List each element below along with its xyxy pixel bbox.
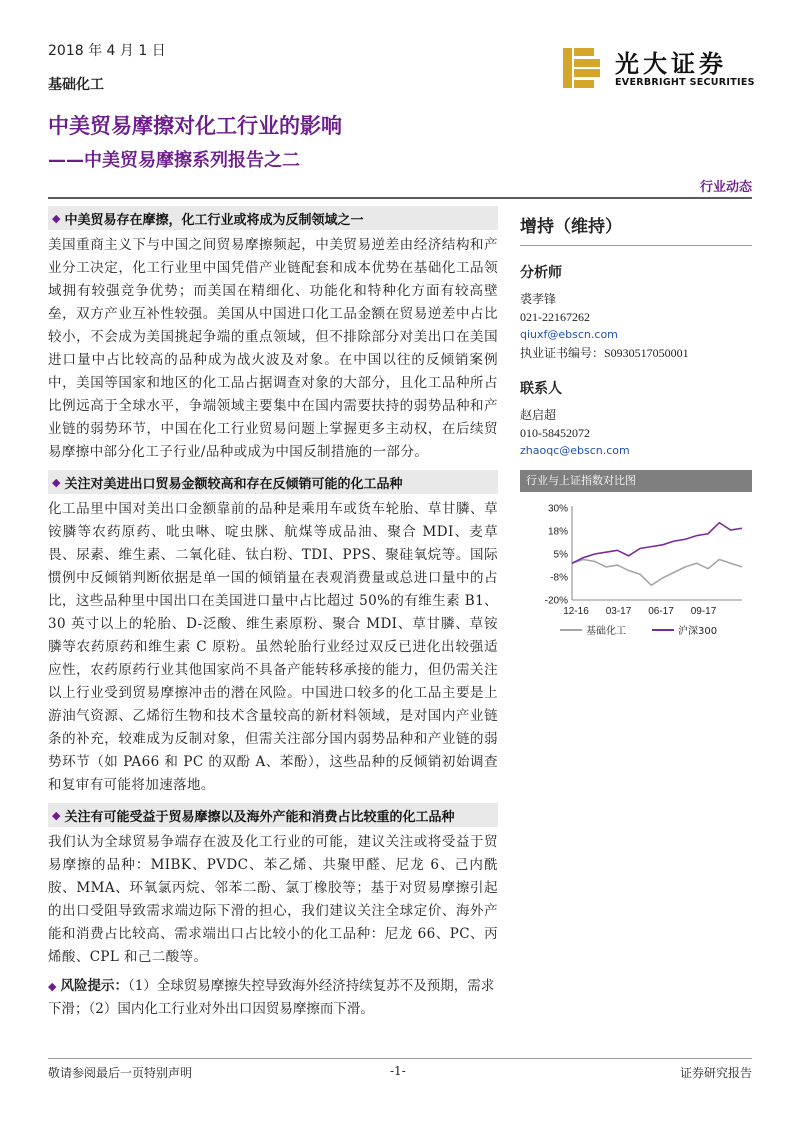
contact-phone: 010-58452072 [520, 426, 590, 440]
report-subtitle: ——中美贸易摩擦系列报告之二 [48, 150, 300, 171]
diamond-bullet-icon: ◆ [52, 211, 61, 225]
section-body: 美国重商主义下与中国之间贸易摩擦频起，中美贸易逆差由经济结构和产业分工决定，化工行业里中国凭借产业链配套和成本优势在基础化工品领域拥有较强竞争优势；而美国在精细化、功能化和特种化方面有较高壁垒，双方产业互补性较强。美国从中国进口化工品金额在贸易逆差中占比较小，不会成为美国挑起争端的重点领域，但不排除部分对美出口在美国进口量中占比较高的品种成为战火波及对象。在中国以往的反倾销案例中，美国等国家和地区的化工品占据调查对象的大部分，且化工品种所占比例远高于全球水平，争端领域主要集中在国内需要扶持的弱势品种和产业链的弱势环节，中国在化工行业贸易问题上掌握更多主动权，在后续贸易摩擦中部分化工子行业/品种或成为中国反制措施的一部分。 [48, 237, 498, 460]
logo-chinese-name: 光大证券 [615, 49, 727, 78]
contact-name: 赵启超 [520, 408, 557, 422]
contact-heading: 联系人 [520, 381, 562, 397]
report-date: 2018 年 4 月 1 日 [48, 43, 166, 59]
y-tick-label: 18% [547, 526, 568, 538]
y-tick-label: 30% [547, 503, 568, 515]
everbright-logo-icon [563, 48, 603, 88]
legend-label: 沪深300 [678, 626, 718, 637]
page-number: -1- [390, 1064, 406, 1078]
chart-title: 行业与上证指数对比图 [520, 470, 752, 492]
header-divider [48, 197, 752, 199]
y-tick-label: -20% [544, 595, 568, 607]
section-body: 我们认为全球贸易争端存在波及化工行业的可能，建议关注或将受益于贸易摩擦的品种：MIBK、PVDC、苯乙烯、共聚甲醛、尼龙 6、己内酰胺、MMA、环氧氯丙烷、邻苯二酚、氯丁橡胶等；基于对贸易摩擦引起的出口受阻导致需求端边际下滑的担心，我们建议关注全球定价、海外产能和消费占比较高、需求端出口占比较小的化工品种：尼龙 66、PC、丙烯酸、CPL 和己二酸等。 [48, 834, 498, 965]
analyst-heading: 分析师 [520, 265, 562, 281]
x-tick-label: 03-17 [605, 606, 632, 617]
diamond-bullet-icon: ◆ [52, 808, 61, 822]
industry-label: 基础化工 [48, 77, 104, 93]
series-line-csi300 [572, 523, 742, 563]
analyst-email-link[interactable]: qiuxf@ebscn.com [520, 328, 618, 341]
section-heading-text: 关注有可能受益于贸易摩擦以及海外产能和消费占比较重的化工品种 [64, 809, 455, 825]
legend-label: 基础化工 [586, 626, 626, 637]
main-content [48, 206, 498, 1021]
rating: 增持（维持） [520, 206, 752, 246]
x-tick-label: 12-16 [563, 606, 589, 617]
analyst-phone: 021-22167262 [520, 310, 590, 324]
section-body: 化工品里中国对美出口金额靠前的品种是乘用车或货车轮胎、草甘膦、草铵膦等农药原药、吡虫啉、啶虫脒、航煤等成品油、聚合 MDI、麦草畏、尿素、维生素、二氧化硅、钛白粉、TDI、PPS、聚硅氧烷等。国际惯例中反倾销判断依据是单一国的倾销量在表观消费量或总进口量中的占比，这些品种里中国出口在美国进口量中占比超过 50%的有维生素 B1、30 英寸以上的轮胎、D-泛酸、维生素原粉、聚合 MDI、草甘膦、草铵膦等农药原药和维生素 C 原粉。虽然轮胎行业经过双反已进化出较强适应性，农药原药行业其他国家尚不具备产能转移承接的能力，但仍需关注以上行业受到贸易摩擦冲击的潜在风险。中国进口较多的化工品主要是上游油气资源、乙烯衍生物和技术含量较高的新材料领域，是对国内产业链条的补充，较难成为反制对象，但需关注部分国内弱势品种和产业链的弱势环节（如 PA66 和 PC 的双酚 A、苯酚），这些品种的反倾销初始调查和复审有可能将加速落地。 [48, 501, 498, 793]
risk-text: （1）全球贸易摩擦失控导致海外经济持续复苏不及预期，需求下滑；（2）国内化工行业对外出口因贸易摩擦而下滑。 [48, 978, 495, 1017]
risk-label: 风险提示： [60, 978, 128, 994]
report-title: 中美贸易摩擦对化工行业的影响 [48, 114, 342, 138]
report-type: 行业动态 [699, 180, 752, 195]
section-heading-text: 关注对美进出口贸易金额较高和存在反倾销可能的化工品种 [64, 476, 403, 492]
company-logo [563, 44, 755, 94]
section-heading [48, 803, 498, 827]
footer-disclaimer: 敬请参阅最后一页特别声明 [48, 1066, 193, 1080]
footer-report-type: 证券研究报告 [679, 1066, 752, 1080]
logo-english-name: EVERBRIGHT SECURITIES [615, 77, 755, 88]
y-tick-label: 5% [553, 549, 568, 561]
y-tick-label: -8% [550, 572, 568, 584]
analyst-name: 裘孝锋 [520, 292, 557, 306]
analyst-cert: 执业证书编号：S0930517050001 [520, 346, 689, 360]
comparison-chart [520, 494, 752, 644]
series-line-chemical [572, 560, 742, 586]
x-tick-label: 09-17 [690, 606, 717, 617]
section-heading [48, 470, 498, 494]
x-tick-label: 06-17 [648, 606, 674, 617]
section-heading-text: 中美贸易存在摩擦，化工行业或将成为反制领域之一 [64, 212, 364, 228]
contact-email-link[interactable]: zhaoqc@ebscn.com [520, 444, 630, 457]
section-heading [48, 206, 498, 230]
diamond-bullet-icon: ◆ [48, 980, 57, 993]
footer-divider [48, 1058, 752, 1059]
sidebar [520, 206, 752, 460]
risk-warning [48, 975, 498, 1021]
diamond-bullet-icon: ◆ [52, 475, 61, 489]
